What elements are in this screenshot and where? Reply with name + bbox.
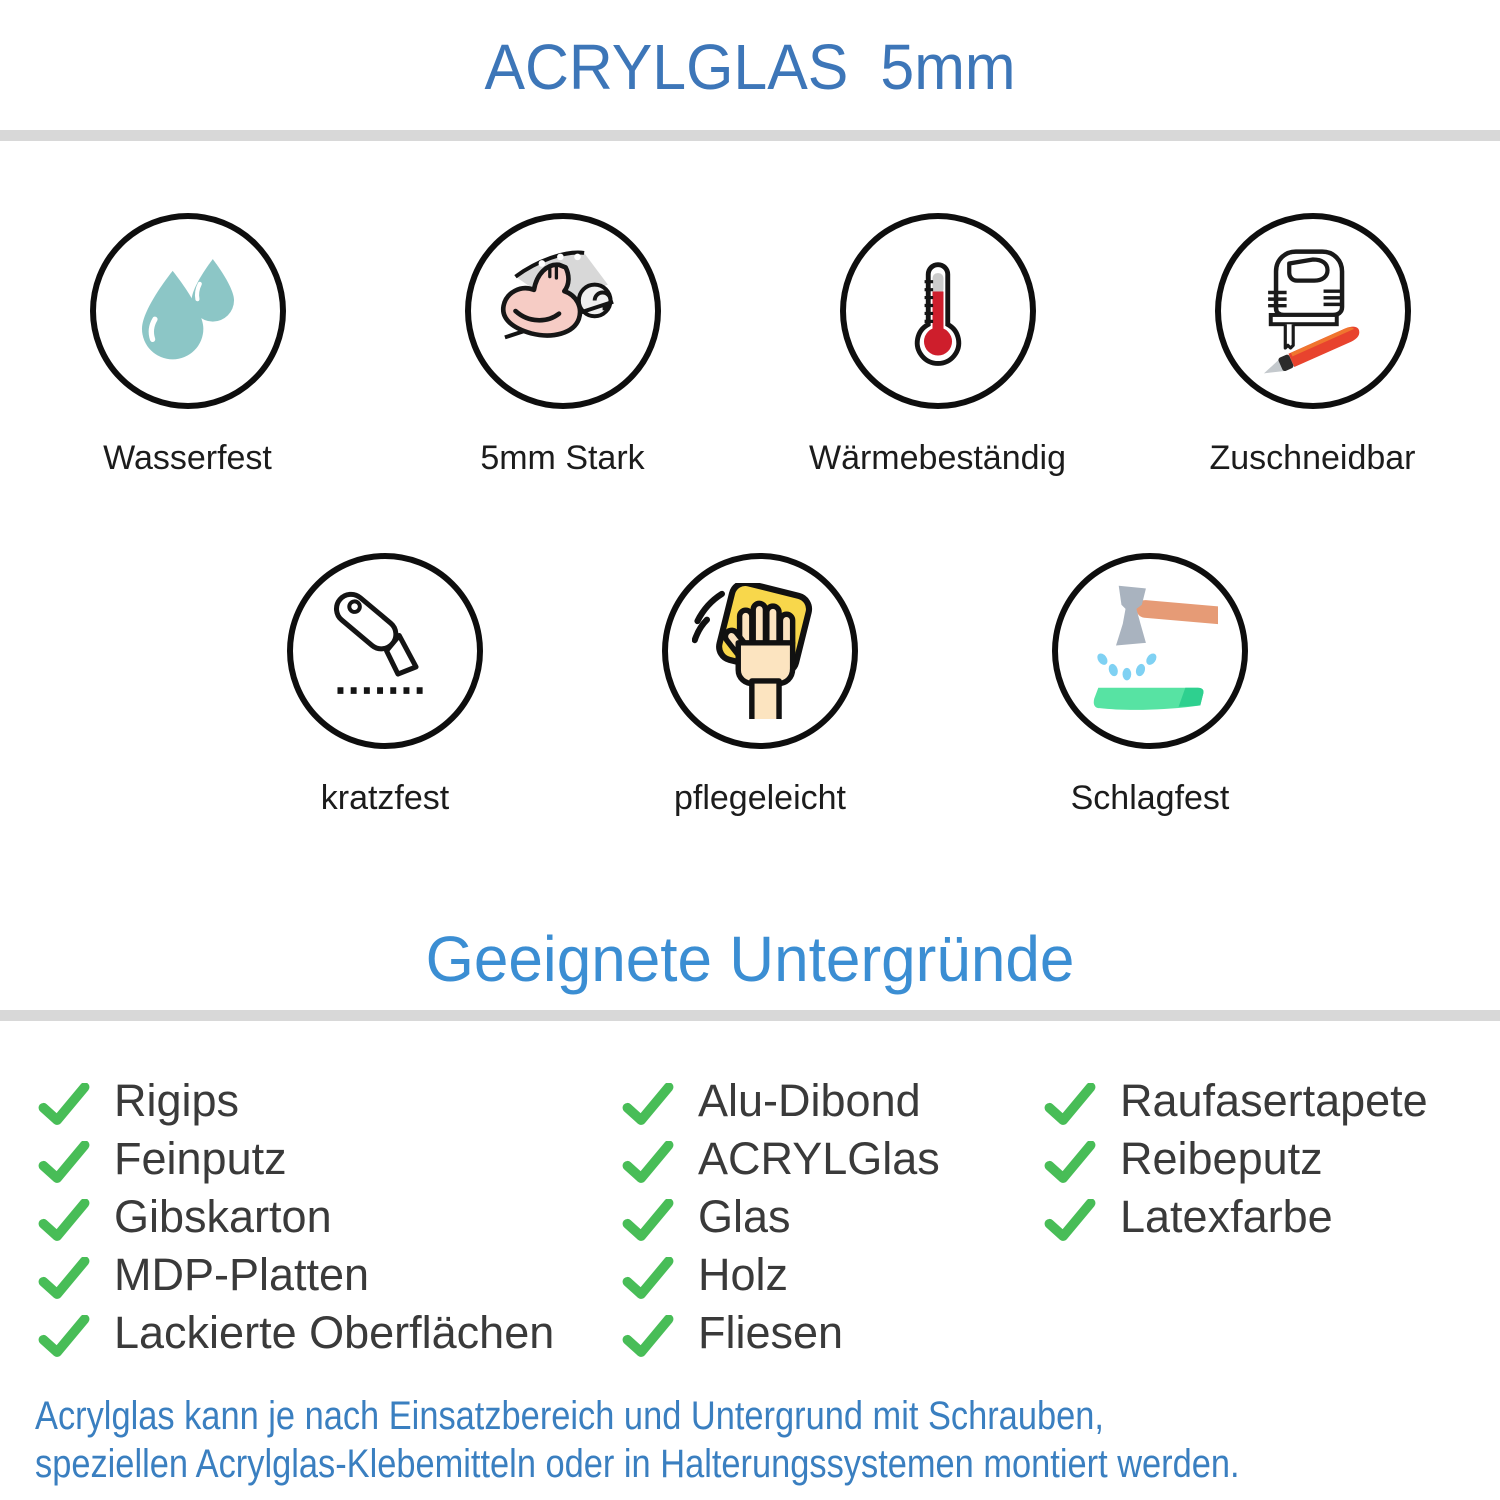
- list-item-label: Glas: [698, 1191, 791, 1242]
- list-item-label: Feinputz: [114, 1133, 287, 1184]
- feature-wasserfest: [0, 213, 375, 478]
- list-item: [622, 1304, 940, 1362]
- feature-icon-circle: [287, 553, 483, 749]
- check-icon: [622, 1315, 674, 1359]
- list-item-label: Alu-Dibond: [698, 1075, 921, 1126]
- feature-icon-circle: [1052, 553, 1248, 749]
- list-item-label: ACRYLGlas: [698, 1133, 940, 1184]
- cleaning-hand-icon: [692, 583, 828, 719]
- feature-schlagfest: [1000, 553, 1300, 818]
- check-icon: [622, 1083, 674, 1127]
- hammer-icon: [1082, 583, 1218, 719]
- feature-icon-circle: [465, 213, 661, 409]
- list-item-label: Latexfarbe: [1120, 1191, 1333, 1242]
- page-title: ACRYLGLAS 5mm: [484, 31, 1016, 103]
- list-item: [38, 1130, 554, 1188]
- list-item: [622, 1072, 940, 1130]
- jigsaw-knife-icon: [1247, 245, 1379, 377]
- check-icon: [38, 1199, 90, 1243]
- check-icon: [1044, 1141, 1096, 1185]
- check-icon: [1044, 1083, 1096, 1127]
- list-item-label: Reibeputz: [1120, 1133, 1323, 1184]
- list-item: [38, 1246, 554, 1304]
- check-icon: [622, 1257, 674, 1301]
- feature-pflegeleicht: [610, 553, 910, 818]
- list-item-label: Rigips: [114, 1075, 240, 1126]
- divider-top: [0, 130, 1500, 141]
- list-item-label: Lackierte Oberflächen: [114, 1307, 555, 1358]
- list-item: [38, 1188, 554, 1246]
- feature-5mm-stark: [375, 213, 750, 478]
- list-item: [622, 1130, 940, 1188]
- list-item: [38, 1072, 554, 1130]
- feature-zuschneidbar: [1125, 213, 1500, 478]
- substrates-column-1: [38, 1072, 554, 1362]
- check-icon: [622, 1141, 674, 1185]
- check-icon: [622, 1199, 674, 1243]
- footer-line-2: speziellen Acrylglas-Klebemitteln oder in Halterungssystemen montiert werden.: [35, 1442, 1240, 1486]
- list-item-label: Fliesen: [698, 1307, 844, 1358]
- list-item-label: Gibskarton: [114, 1191, 332, 1242]
- feature-waermebestaendig: [750, 213, 1125, 478]
- feature-kratzfest: [235, 553, 535, 818]
- check-icon: [38, 1257, 90, 1301]
- thermometer-icon: [877, 250, 999, 372]
- list-item-label: Raufasertapete: [1120, 1075, 1428, 1126]
- check-icon: [38, 1083, 90, 1127]
- substrates-column-3: [1044, 1072, 1428, 1246]
- feature-label: Wärmebeständig: [808, 439, 1066, 477]
- feature-label: 5mm Stark: [480, 439, 645, 477]
- feature-icon-circle: [1215, 213, 1411, 409]
- footer-line-1: Acrylglas kann je nach Einsatzbereich und Untergrund mit Schrauben,: [35, 1394, 1104, 1438]
- check-icon: [38, 1141, 90, 1185]
- list-item-label: Holz: [698, 1249, 789, 1300]
- feature-label: pflegeleicht: [673, 779, 846, 817]
- check-icon: [38, 1315, 90, 1359]
- feature-icon-circle: [90, 213, 286, 409]
- substrates-column-2: [622, 1072, 940, 1362]
- check-icon: [1044, 1199, 1096, 1243]
- section-title: Geeignete Untergründe: [425, 923, 1075, 995]
- list-item: [38, 1304, 554, 1362]
- feature-label: Wasserfest: [103, 439, 272, 477]
- list-item-label: MDP-Platten: [114, 1249, 370, 1300]
- water-drops-icon: [129, 252, 247, 370]
- feature-label: Schlagfest: [1070, 779, 1230, 817]
- list-item: [1044, 1072, 1428, 1130]
- feature-row-1: [0, 213, 1500, 478]
- muscle-arm-icon: [497, 245, 629, 377]
- list-item: [1044, 1188, 1428, 1246]
- footer-note: [35, 1392, 1497, 1488]
- feature-icon-circle: [840, 213, 1036, 409]
- utility-knife-icon: [319, 585, 451, 717]
- feature-icon-circle: [662, 553, 858, 749]
- divider-middle: [0, 1010, 1500, 1021]
- list-item: [622, 1188, 940, 1246]
- list-item: [622, 1246, 940, 1304]
- feature-label: kratzfest: [320, 779, 450, 817]
- feature-label: Zuschneidbar: [1209, 439, 1416, 477]
- list-item: [1044, 1130, 1428, 1188]
